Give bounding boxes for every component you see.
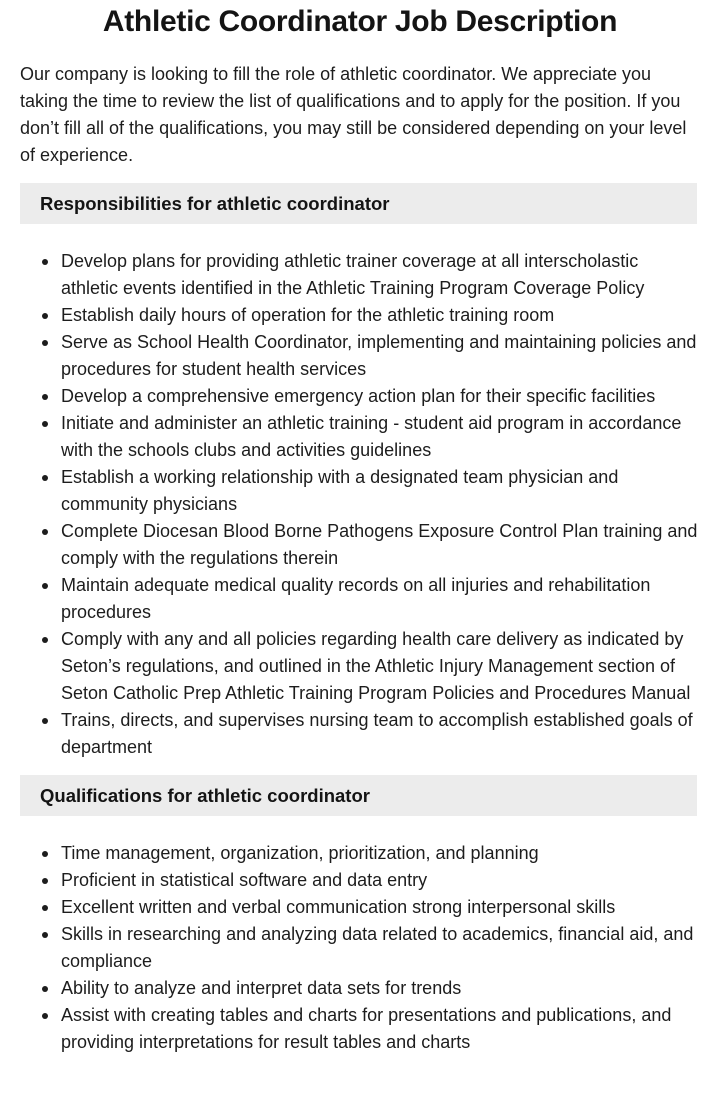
list-item: Comply with any and all policies regarding health care delivery as indicated by Seton’s regulations, and outlined in the Athletic Injury Management section of Seton Catholic Prep Athletic Training Program Policies and Procedures Manual [20, 626, 700, 707]
list-item: Ability to analyze and interpret data sets for trends [20, 975, 700, 1002]
list-item: Establish daily hours of operation for the athletic training room [20, 302, 700, 329]
qualifications-heading: Qualifications for athletic coordinator [40, 784, 370, 806]
list-item: Excellent written and verbal communication strong interpersonal skills [20, 894, 700, 921]
list-item: Develop a comprehensive emergency action plan for their specific facilities [20, 383, 700, 410]
list-item: Trains, directs, and supervises nursing team to accomplish established goals of department [20, 707, 700, 761]
list-item: Initiate and administer an athletic training - student aid program in accordance with the schools clubs and activities guidelines [20, 410, 700, 464]
list-item: Develop plans for providing athletic trainer coverage at all interscholastic athletic events identified in the Athletic Training Program Coverage Policy [20, 248, 700, 302]
list-item: Skills in researching and analyzing data related to academics, financial aid, and compliance [20, 921, 700, 975]
responsibilities-heading: Responsibilities for athletic coordinator [40, 192, 390, 214]
intro-paragraph: Our company is looking to fill the role of athletic coordinator. We appreciate you taking the time to review the list of qualifications and to apply for the position. If you don’t fill all of the qualifications, you may still be considered depending on your level of experience. [20, 64, 687, 165]
page-title: Athletic Coordinator Job Description [102, 5, 618, 38]
list-item: Maintain adequate medical quality records on all injuries and rehabilitation procedures [20, 572, 700, 626]
list-item: Establish a working relationship with a designated team physician and community physicians [20, 464, 700, 518]
list-item: Serve as School Health Coordinator, implementing and maintaining policies and procedures for student health services [20, 329, 700, 383]
responsibilities-section-header [20, 183, 697, 224]
qualifications-section-header [20, 775, 697, 816]
list-item: Proficient in statistical software and data entry [20, 867, 700, 894]
list-item: Complete Diocesan Blood Borne Pathogens Exposure Control Plan training and comply with the regulations therein [20, 518, 700, 572]
list-item: Assist with creating tables and charts for presentations and publications, and providing interpretations for result tables and charts [20, 1002, 700, 1056]
qualifications-list [20, 840, 700, 1056]
list-item: Time management, organization, prioritization, and planning [20, 840, 700, 867]
responsibilities-list [20, 248, 700, 761]
